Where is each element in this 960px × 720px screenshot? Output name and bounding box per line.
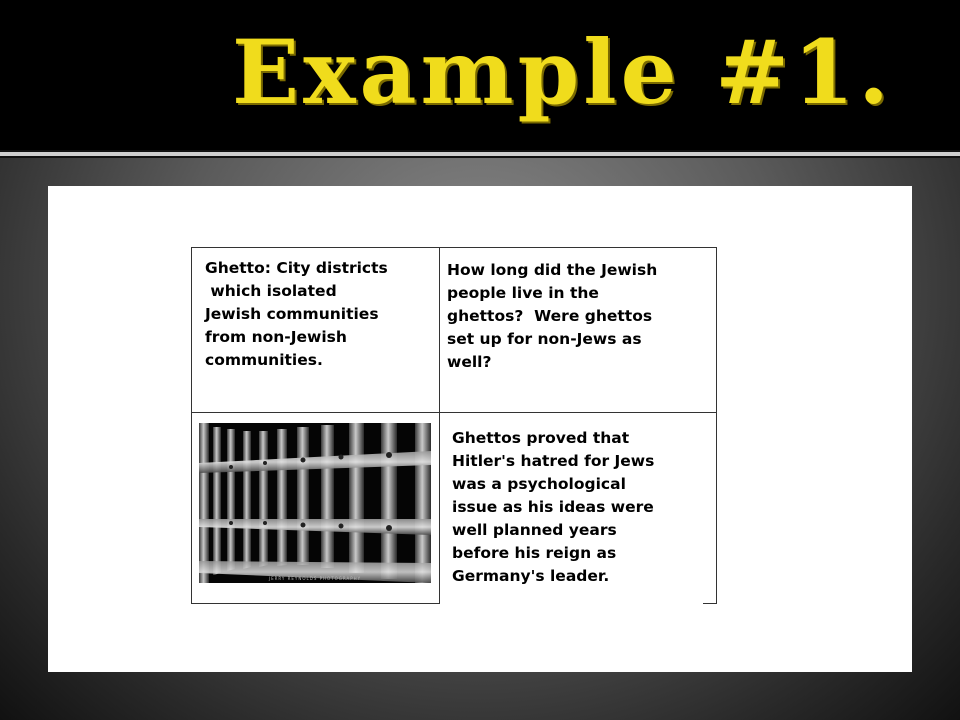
definition-text: Ghetto: City districts which isolated Jewish communities from non-Jewish communities. (205, 259, 388, 369)
grid-top-line (191, 247, 717, 248)
prison-bars-image (199, 423, 431, 583)
grid-bottom-line-right (703, 603, 717, 604)
slide-content-panel (48, 186, 912, 672)
question-text: How long did the Jewish people live in the ghettos? Were ghettos set up for non-Jews as well? (447, 261, 658, 371)
photo-credit: JERRY REYNOLDS PHOTOGRAPHY (268, 576, 362, 581)
frayer-model-grid (191, 247, 717, 604)
grid-middle-horizontal (191, 412, 717, 413)
grid-middle-vertical (439, 247, 440, 604)
grid-right-line (716, 247, 717, 604)
title-divider (0, 150, 960, 158)
prison-bars-illustration (199, 423, 431, 583)
grid-left-line (191, 247, 192, 604)
grid-bottom-line-left (191, 603, 439, 604)
significance-text: Ghettos proved that Hitler's hatred for Jews was a psychological issue as his ideas were well planned years before his reign as Germany's leader. (452, 429, 655, 585)
title-bar (0, 0, 960, 150)
slide-title: Example #1. (232, 20, 893, 124)
